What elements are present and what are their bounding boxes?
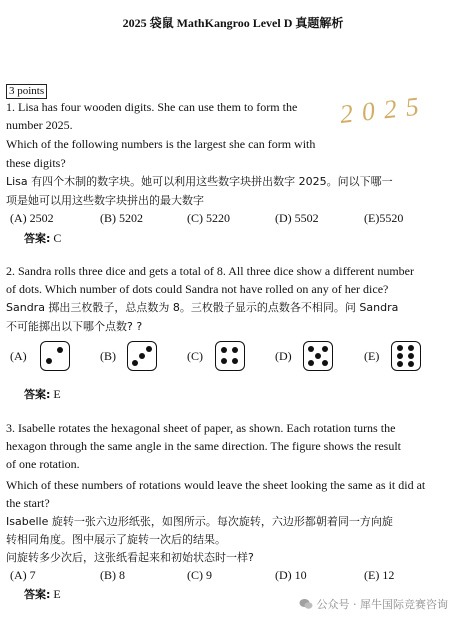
- q2-line-4: 不可能掷出以下哪个点数? ?: [6, 320, 143, 333]
- q1-option-d: (D) 5502: [275, 211, 319, 225]
- q3-answer-value: E: [53, 587, 61, 601]
- q3-line-4: Which of these numbers of rotations would leave the sheet looking the same as it did at: [6, 478, 426, 492]
- q3-line-8: 问旋转多少次后，这张纸看起来和初始状态时一样?: [6, 551, 254, 564]
- q3-line-6: Isabelle 旋转一张六边形纸张，如图所示。每次旋转，六边形都朝着同一方向旋: [6, 515, 393, 528]
- q1-option-b: (B) 5202: [100, 211, 143, 225]
- q2-option-b: (B): [100, 349, 116, 363]
- q2-option-e: (E): [364, 349, 380, 363]
- q2-option-d: (D): [275, 349, 292, 363]
- q3-option-a: (A) 7: [10, 568, 36, 582]
- q2-line-1: 2. Sandra rolls three dice and gets a total of 8. All three dice show a different number: [6, 264, 414, 278]
- q2-line-3: Sandra 掷出三枚骰子，总点数为 8。三枚骰子显示的点数各不相同。问 Sandra: [6, 301, 399, 314]
- q1-line-6: 项是她可以用这些数字块拼出的最大数字: [6, 194, 204, 207]
- q1-answer: [24, 230, 61, 246]
- watermark: [299, 596, 449, 612]
- q3-option-d: (D) 10: [275, 568, 307, 582]
- q1-line-4: these digits?: [6, 156, 66, 170]
- decorative-year: 2025: [338, 90, 429, 129]
- q3-line-5: the start?: [6, 496, 50, 510]
- points-badge: 3 points: [6, 84, 47, 99]
- q1-line-2: number 2025.: [6, 118, 73, 132]
- q3-option-c: (C) 9: [187, 568, 212, 582]
- die-two: [40, 341, 70, 371]
- q1-option-a: (A) 2502: [10, 211, 54, 225]
- q3-answer: [24, 586, 61, 602]
- q1-line-3: Which of the following numbers is the largest she can form with: [6, 137, 316, 151]
- q2-answer-value: E: [53, 387, 61, 401]
- watermark-text: 公众号 · 犀牛国际竞赛咨询: [316, 598, 448, 611]
- q2-line-2: of dots. Which number of dots could Sandra not have rolled on any of her dice?: [6, 282, 389, 296]
- q1-line-1: 1. Lisa has four wooden digits. She can use them to form the: [6, 100, 298, 114]
- q1-option-c: (C) 5220: [187, 211, 230, 225]
- wechat-icon: [299, 598, 313, 610]
- die-six: [391, 341, 421, 371]
- die-four: [215, 341, 245, 371]
- q1-line-5: Lisa 有四个木制的数字块。她可以利用这些数字块拼出数字 2025。问以下哪一: [6, 175, 393, 188]
- q1-answer-label: 答案:: [24, 232, 51, 245]
- q3-line-3: of one rotation.: [6, 457, 80, 471]
- q3-answer-label: 答案:: [24, 588, 51, 601]
- q3-option-e: (E) 12: [364, 568, 395, 582]
- q3-line-7: 转相同角度。图中展示了旋转一次后的结果。: [6, 533, 226, 546]
- q3-line-1: 3. Isabelle rotates the hexagonal sheet of paper, as shown. Each rotation turns the: [6, 421, 396, 435]
- q2-answer: [24, 386, 61, 402]
- q3-option-b: (B) 8: [100, 568, 125, 582]
- die-three: [127, 341, 157, 371]
- q2-option-c: (C): [187, 349, 203, 363]
- q2-answer-label: 答案:: [24, 388, 51, 401]
- q2-option-a: (A): [10, 349, 27, 363]
- page-title: 2025 袋鼠 MathKangroo Level D 真题解析: [122, 16, 344, 30]
- die-five: [303, 341, 333, 371]
- q3-line-2: hexagon through the same angle in the same direction. The figure shows the result: [6, 439, 402, 453]
- q1-option-e: (E)5520: [364, 211, 404, 225]
- q1-answer-value: C: [53, 231, 62, 245]
